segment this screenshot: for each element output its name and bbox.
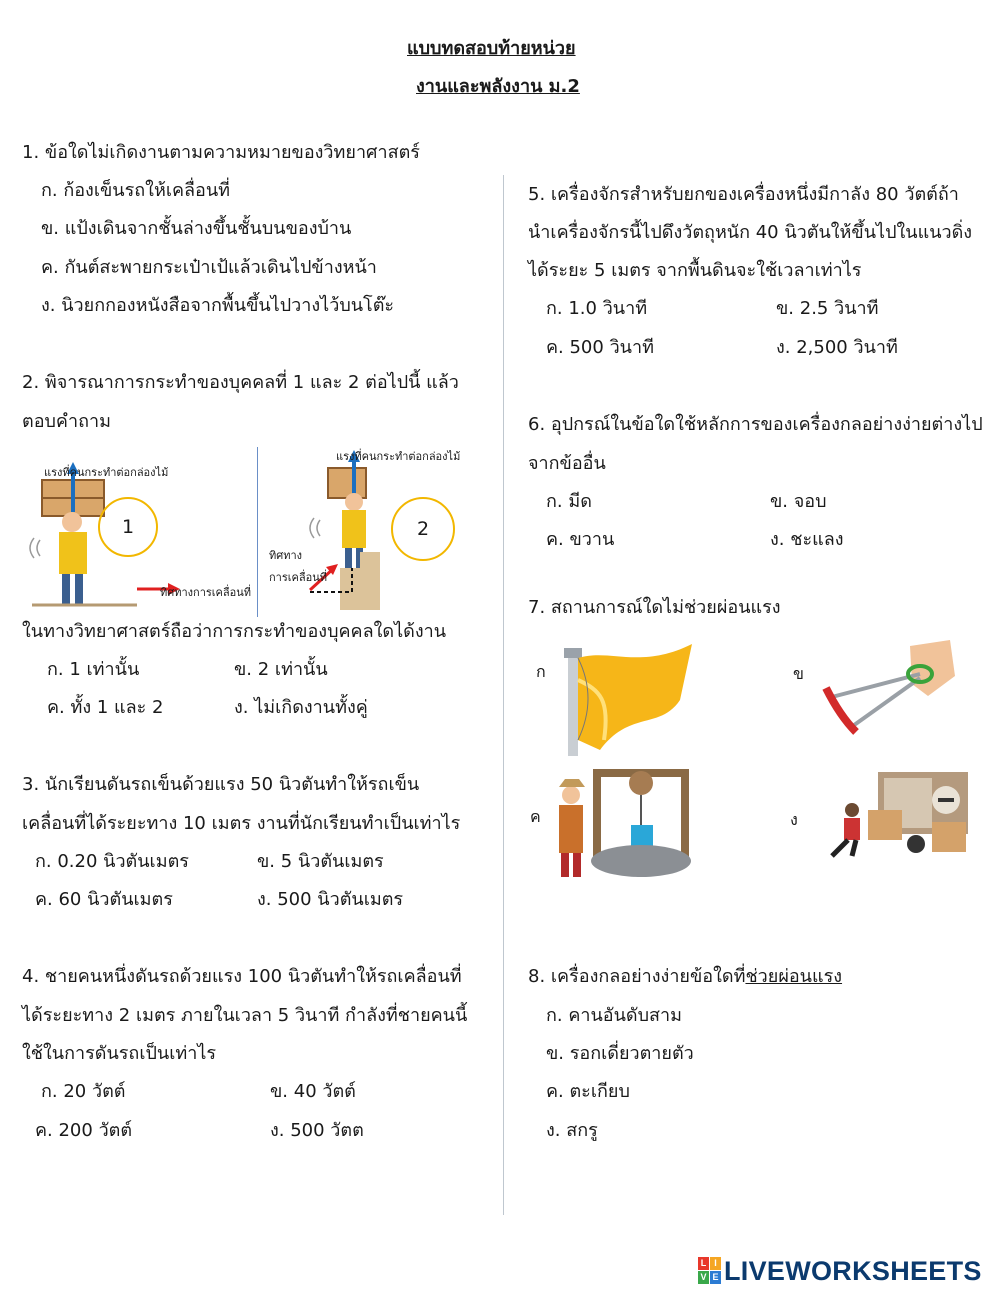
- option-label[interactable]: ค: [530, 807, 541, 826]
- question-text: ได้ระยะ 5 เมตร จากพื้นดินจะใช้เวลาเท่าไร: [528, 260, 862, 281]
- choice[interactable]: ค. กันต์สะพายกระเป๋าเป้แล้วเดินไปข้างหน้า: [41, 257, 377, 278]
- option-label[interactable]: ข: [793, 664, 804, 683]
- worksheet-title: แบบทดสอบท้ายหน่วย: [407, 38, 576, 59]
- question-text: นำเครื่องจักรนี้ไปดึงวัตถุหนัก 40 นิวตันให้ขึ้นไปในแนวดิ่ง: [528, 222, 973, 243]
- scissors-image[interactable]: [820, 636, 960, 736]
- motion-label: การเคลื่อนที่: [269, 571, 327, 584]
- choice[interactable]: ง. 2,500 วินาที: [776, 337, 898, 358]
- choice[interactable]: ก. 1.0 วินาที: [546, 298, 648, 319]
- column-divider: [503, 175, 504, 1215]
- question-text: 1. ข้อใดไม่เกิดงานตามความหมายของวิทยาศาสตร์: [22, 142, 420, 163]
- question-prompt: ในทางวิทยาศาสตร์ถือว่าการกระทำของบุคคลใดได้งาน: [22, 621, 447, 642]
- figure-number-2: 2: [391, 497, 455, 561]
- choice[interactable]: ค. 200 วัตต์: [35, 1120, 133, 1141]
- choice[interactable]: ค. ตะเกียบ: [546, 1081, 630, 1102]
- question-text: ใช้ในการดันรถเป็นเท่าไร: [22, 1043, 217, 1064]
- choice[interactable]: ง. สกรู: [546, 1120, 598, 1141]
- choice[interactable]: ก. 20 วัตต์: [41, 1081, 126, 1102]
- figure-divider: [257, 447, 258, 617]
- question-text: เคลื่อนที่ได้ระยะทาง 10 เมตร งานที่นักเรียนทำเป็นเท่าไร: [22, 813, 461, 834]
- choice[interactable]: ข. แป้งเดินจากชั้นล่างขึ้นชั้นบนของบ้าน: [41, 218, 352, 239]
- choice[interactable]: ค. 500 วินาที: [546, 337, 654, 358]
- well-pulley-image[interactable]: [553, 765, 693, 883]
- choice[interactable]: ค. ทั้ง 1 และ 2: [47, 697, 164, 718]
- choice[interactable]: ก. 1 เท่านั้น: [47, 659, 140, 680]
- choice[interactable]: ง. 500 นิวตันเมตร: [257, 889, 404, 910]
- motion-label: ทิศทาง: [269, 549, 303, 562]
- choice[interactable]: ค. 60 นิวตันเมตร: [35, 889, 173, 910]
- question-text: ได้ระยะทาง 2 เมตร ภายในเวลา 5 วินาที กำลังที่ชายคนนี้: [22, 1005, 468, 1026]
- question-text: 3. นักเรียนดันรถเข็นด้วยแรง 50 นิวตันทำให้รถเข็น: [22, 774, 420, 795]
- force-label: แรงที่คนกระทำต่อกล่องไม้: [336, 450, 461, 463]
- motion-label: ทิศทางการเคลื่อนที่: [160, 586, 252, 599]
- choice[interactable]: ข. 2.5 วินาที: [776, 298, 879, 319]
- question-text: 5. เครื่องจักรสำหรับยกของเครื่องหนึ่งมีกาลัง 80 วัตต์ถ้า: [528, 184, 959, 205]
- question-text: 6. อุปกรณ์ในข้อใดใช้หลักการของเครื่องกลอย่างง่ายต่างไป: [528, 414, 983, 435]
- choice[interactable]: ข. จอบ: [770, 491, 827, 512]
- underlined-keyword: ช่วยผ่อนแรง: [745, 966, 843, 987]
- choice[interactable]: ง. 500 วัตต: [270, 1120, 364, 1141]
- choice[interactable]: ก. 0.20 นิวตันเมตร: [35, 851, 189, 872]
- choice[interactable]: ง. ไม่เกิดงานทั้งคู่: [234, 697, 368, 718]
- force-label: แรงที่คนกระทำต่อกล่องไม้: [44, 466, 169, 479]
- choice[interactable]: ง. ชะแลง: [770, 529, 844, 550]
- choice[interactable]: ข. 5 นิวตันเมตร: [257, 851, 384, 872]
- brand-wordmark[interactable]: LIVEWORKSHEETS: [724, 1256, 982, 1286]
- choice[interactable]: ก. ก้องเข็นรถให้เคลื่อนที่: [41, 180, 231, 201]
- option-label[interactable]: ก: [536, 662, 546, 681]
- choice[interactable]: ข. 40 วัตต์: [270, 1081, 356, 1102]
- option-label[interactable]: ง: [790, 810, 798, 829]
- worksheet-subtitle: งานและพลังงาน ม.2: [416, 76, 580, 97]
- question-text: 7. สถานการณ์ใดไม่ช่วยผ่อนแรง: [528, 597, 781, 618]
- question-text: 4. ชายคนหนึ่งดันรถด้วยแรง 100 นิวตันทำให้รถเคลื่อนที่: [22, 966, 462, 987]
- liveworksheets-logo-icon: L I V E: [698, 1257, 722, 1285]
- figure-number-1: 1: [98, 497, 158, 557]
- question-text: 8. เครื่องกลอย่างง่ายข้อใดที่ช่วยผ่อนแรง: [528, 966, 843, 987]
- question-text: จากข้ออื่น: [528, 453, 606, 474]
- flag-on-pole-image[interactable]: [560, 640, 700, 758]
- question-text: ตอบคำถาม: [22, 411, 111, 432]
- choice[interactable]: ก. มีด: [546, 491, 592, 512]
- choice[interactable]: ค. ขวาน: [546, 529, 615, 550]
- choice[interactable]: ก. คานอันดับสาม: [546, 1005, 682, 1026]
- choice[interactable]: ง. นิวยกกองหนังสือจากพื้นขึ้นไปวางไว้บนโต๊ะ: [41, 295, 395, 316]
- choice[interactable]: ข. รอกเดี่ยวตายตัว: [546, 1043, 694, 1064]
- question-text: 2. พิจารณาการกระทำของบุคคลที่ 1 และ 2 ต่อไปนี้ แล้ว: [22, 372, 459, 393]
- choice[interactable]: ข. 2 เท่านั้น: [234, 659, 328, 680]
- truck-boxes-image[interactable]: [822, 770, 972, 860]
